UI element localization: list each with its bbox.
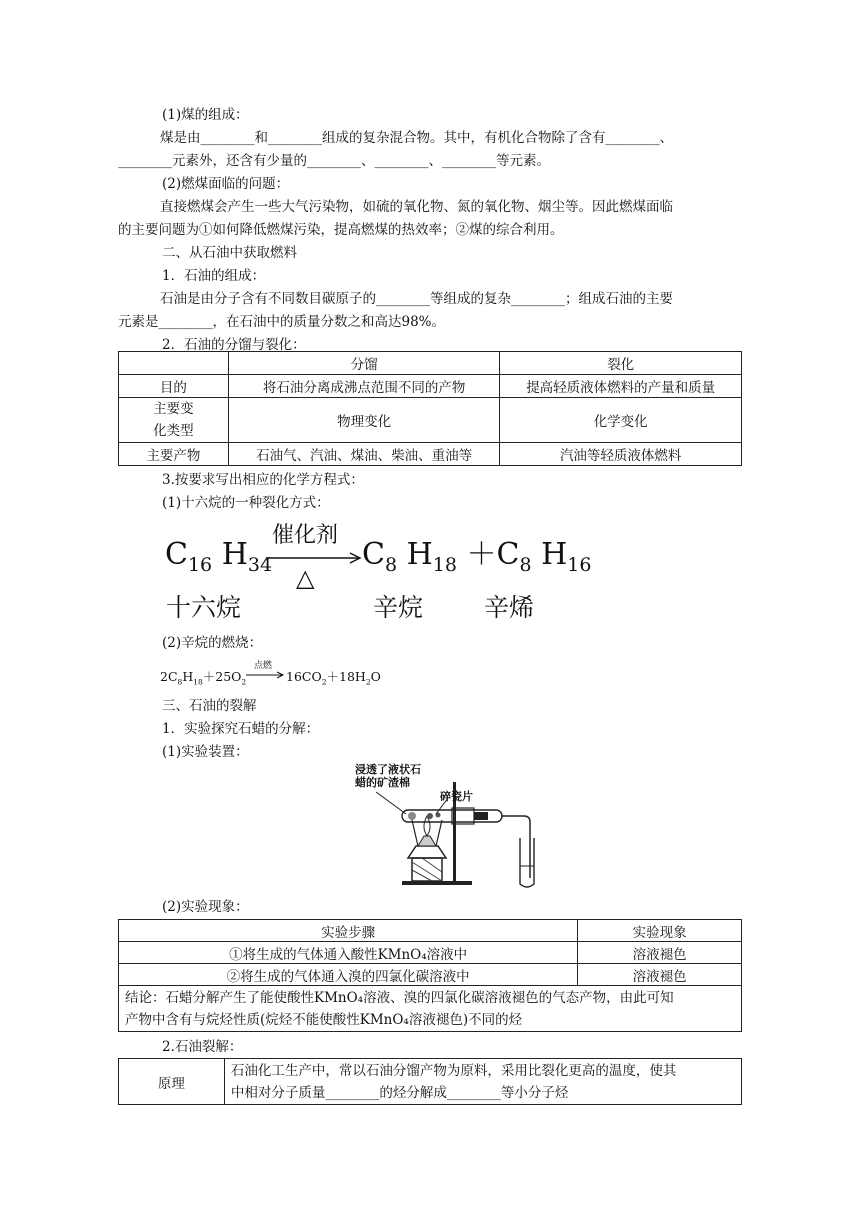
- table1-header-empty: [119, 352, 229, 375]
- apparatus-heading: (1)实验装置：: [162, 744, 249, 760]
- ignite-condition: 点燃: [254, 661, 273, 671]
- coal-problem-line-1: 直接燃煤会产生一些大气污染物，如硫的氧化物、氮的氧化物、烟尘等。因此燃煤面临: [160, 199, 673, 215]
- section-3-title: 三、石油的裂解: [162, 698, 257, 714]
- table1-row-purpose-distillation: 将石油分离成沸点范围不同的产物: [228, 375, 500, 398]
- table2-header-step: 实验步骤: [119, 920, 578, 942]
- distillation-cracking-table: [118, 351, 742, 466]
- petroleum-composition-heading: 1．石油的组成：: [162, 268, 266, 284]
- coal-composition-line-1: 煤是由________和________组成的复杂混合物。其中，有机化合物除了含有________、: [160, 130, 673, 146]
- broken-porcelain-label: 碎瓷片: [440, 790, 473, 803]
- principle-line-2: 中相对分子质量________的烃分解成________等小分子烃: [230, 1084, 569, 1101]
- coal-problem-heading: (2)燃煤面临的问题：: [162, 176, 290, 192]
- mineral-wool-label: 浸透了液状石 蜡的矿渣棉: [355, 763, 421, 789]
- octane-octene-products: $C_8$ $H_{18} +C_8$ $H_{16}$: [362, 537, 592, 576]
- table1-header-distillation: 分馏: [228, 352, 500, 375]
- table2-row-1-phenomenon: 溶液褪色: [578, 942, 742, 964]
- table1-row-type-cracking: 化学变化: [500, 398, 742, 443]
- combustion-arrow: [246, 670, 286, 680]
- table1-row-products-label: 主要产物: [119, 443, 229, 466]
- octane-combustion-heading: (2)辛烷的燃烧：: [162, 635, 263, 651]
- paraffin-experiment-heading: 1．实验探究石蜡的分解：: [162, 721, 320, 737]
- combustion-reactants: $2C_8H_{18}+25O_2$: [160, 669, 247, 687]
- hexadecane-formula: $C_{16}$ $H_{34}$: [165, 537, 273, 576]
- table1-row-purpose-cracking: 提高轻质液体燃料的产量和质量: [500, 375, 742, 398]
- conclusion-line-2: 产物中含有与烷烃性质(烷烃不能使酸性KMnO₄溶液褪色)不同的烃: [125, 1011, 523, 1028]
- octene-name: 辛烯: [484, 593, 535, 622]
- petroleum-composition-line-1: 石油是由分子含有不同数目碳原子的________等组成的复杂________；组成石油的主要: [160, 291, 673, 307]
- principle-label: 原理: [119, 1059, 225, 1105]
- section-2-title: 二、从石油中获取燃料: [162, 245, 297, 261]
- coal-composition-heading: (1)煤的组成：: [162, 107, 249, 123]
- table2-header-phenomenon: 实验现象: [578, 920, 742, 942]
- principle-text: [224, 1059, 741, 1105]
- heat-symbol: △: [296, 564, 315, 592]
- hexadecane-name: 十六烷: [166, 593, 242, 622]
- equations-heading: 3.按要求写出相应的化学方程式：: [162, 472, 364, 488]
- distillation-cracking-heading: 2．石油的分馏与裂化：: [162, 337, 306, 353]
- cracking-heading: 2.石油裂解：: [162, 1039, 243, 1055]
- table1-row-purpose-label: 目的: [119, 375, 229, 398]
- table1-row-products-cracking: 汽油等轻质液体燃料: [500, 443, 742, 466]
- catalyst-label: 催化剂: [272, 523, 339, 548]
- table2-conclusion: [119, 986, 742, 1032]
- principle-line-1: 石油化工生产中，常以石油分馏产物为原料，采用比裂化更高的温度，使其: [230, 1062, 677, 1079]
- octane-name: 辛烷: [373, 593, 424, 622]
- table1-row-type-label: 主要变 化类型: [119, 398, 229, 443]
- table2-row-1-step: ①将生成的气体通入酸性KMnO₄溶液中: [119, 942, 578, 964]
- coal-problem-line-2: 的主要问题为①如何降低燃煤污染，提高燃煤的热效率；②煤的综合利用。: [118, 222, 564, 238]
- table1-header-cracking: 裂化: [500, 352, 742, 375]
- cracking-principle-table: [118, 1058, 742, 1105]
- experiment-phenomena-table: [118, 919, 742, 1032]
- petroleum-composition-line-2: 元素是________，在石油中的质量分数之和高达98%。: [118, 314, 446, 330]
- table2-row-2-step: ②将生成的气体通入溴的四氯化碳溶液中: [119, 964, 578, 986]
- hexadecane-cracking-heading: (1)十六烷的一种裂化方式：: [162, 495, 330, 511]
- conclusion-line-1: 结论：石蜡分解产生了能使酸性KMnO₄溶液、溴的四氯化碳溶液褪色的气态产物，由此可知: [125, 989, 674, 1006]
- table2-row-2-phenomenon: 溶液褪色: [578, 964, 742, 986]
- phenomena-heading: (2)实验现象：: [162, 899, 249, 915]
- combustion-products: $16CO_2+18H_2O$: [286, 669, 381, 687]
- table1-row-type-distillation: 物理变化: [228, 398, 500, 443]
- table1-row-products-distillation: 石油气、汽油、煤油、柴油、重油等: [228, 443, 500, 466]
- coal-composition-line-2: ________元素外，还含有少量的________、________、________等元素。: [118, 153, 550, 169]
- reaction-arrow: [268, 552, 364, 566]
